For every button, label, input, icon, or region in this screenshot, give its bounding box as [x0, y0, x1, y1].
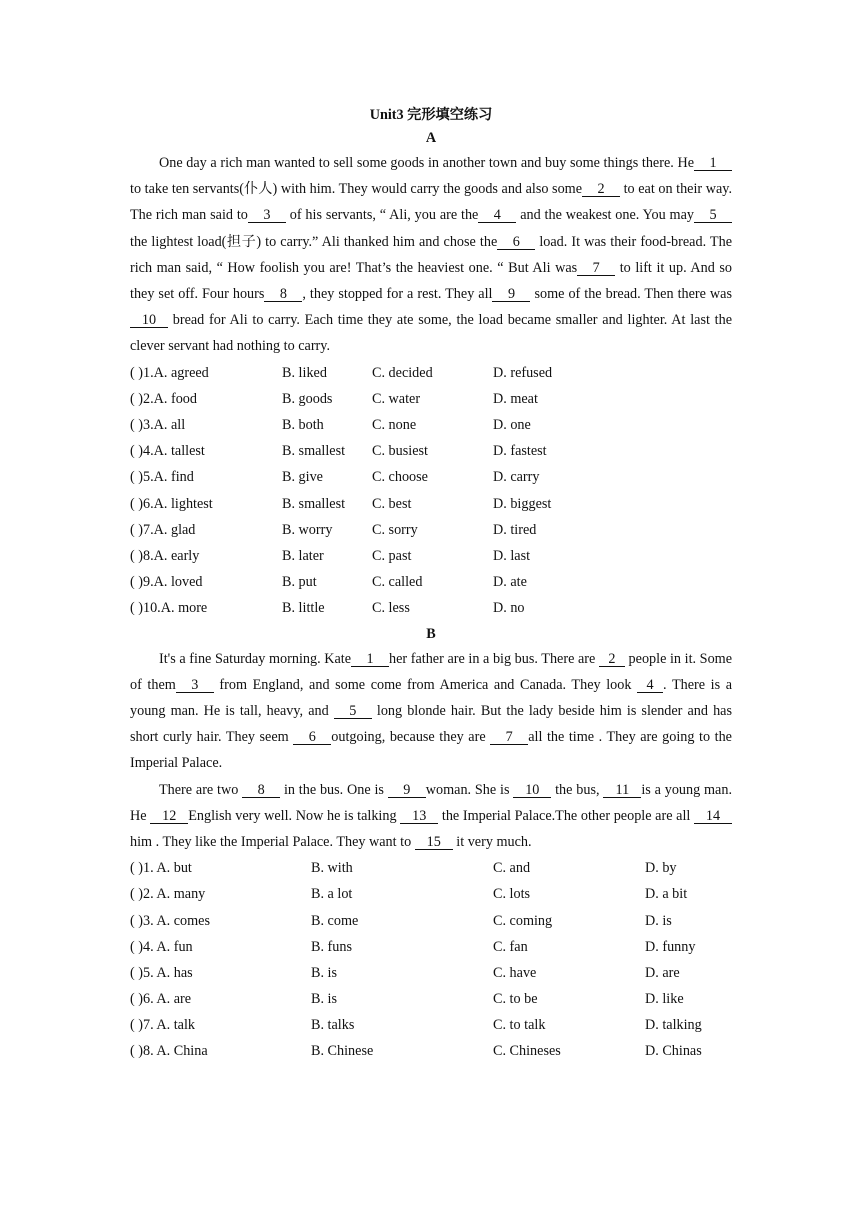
- section-b-options: [130, 855, 732, 1065]
- blank-a3: 3: [248, 208, 286, 223]
- blank-b9: 9: [388, 783, 426, 798]
- blank-b6: 6: [293, 730, 331, 745]
- option-row: ( )7. A. talk B. talks C. to talk D. talking: [130, 1017, 702, 1034]
- option-row: ( )3.A. all B. both C. none D. one: [130, 417, 531, 433]
- blank-b2: 2: [599, 652, 625, 667]
- blank-b5: 5: [334, 704, 372, 719]
- option-row: ( )1. A. but B. with C. and D. by: [130, 860, 677, 877]
- option-row: ( )2.A. food B. goods C. water D. meat: [130, 390, 538, 407]
- blank-a4: 4: [478, 208, 516, 223]
- option-row: ( )5.A. find B. give C. choose D. carry: [130, 469, 540, 486]
- option-row: ( )4.A. tallest B. smallest C. busiest D. fastest: [130, 443, 547, 460]
- blank-b14: 14: [694, 809, 732, 824]
- page-title: Unit3 完形填空练习: [369, 107, 493, 123]
- section-b-heading: B: [426, 625, 436, 642]
- option-row: ( )8. A. China B. Chinese C. Chineses D. Chinas: [130, 1043, 702, 1060]
- option-row: ( )6. A. are B. is C. to be D. like: [130, 991, 684, 1008]
- blank-a10: 10: [130, 313, 168, 328]
- blank-a8: 8: [264, 287, 302, 302]
- blank-b8: 8: [242, 783, 280, 798]
- blank-b4: 4: [637, 678, 663, 693]
- option-row: ( )6.A. lightest B. smallest C. best D. biggest: [130, 495, 552, 512]
- section-a-passage: One day a rich man wanted to sell some goods in another town and buy some things there. He 1 to take ten servants(仆人) with him. They would carry the goods and also some 2 to eat on their way. The rich man said to 3 of his servants, “ Ali, you are the 4 and the weakest one. You may 5 the lightest load(担子) to carry.” Ali thanked him and chose the 6 load. It was their food-bread. The rich man said, “ How foolish you are! That’s the heaviest one. “ But Ali was 7 to lift it up. And so they set off. Four hours 8 , they stopped for a rest. They all 9 some of the bread. Then there was10 bread for Ali to carry. Each time they ate some, the load became smaller and lighter. At last the clever servant had nothing to carry.: [130, 155, 733, 355]
- option-row: ( )3. A. comes B. come C. coming D. is: [130, 912, 672, 929]
- blank-b13: 13: [400, 809, 438, 824]
- option-row: ( )1.A. agreed B. liked C. decided D. refused: [130, 364, 553, 381]
- option-row: ( )10.A. more B. little C. less D. no: [130, 600, 525, 617]
- section-b-passage-1: It's a fine Saturday morning. Kate 1 her father are in a big bus. There are 2 people in it. Some of them 3 from England, and some come from America and Canada. They look 4 . There is a young man. He is tall, heavy, and 5 long blonde hair. But the lady beside him is slender and has short curly hair. They seem 6 outgoing, because they are 7 all the time . They are going to the Imperial Palace.: [130, 650, 733, 772]
- worksheet-page: [130, 104, 732, 1065]
- blank-a1: 1: [694, 156, 732, 171]
- blank-b1: 1: [351, 652, 389, 667]
- option-row: ( )5. A. has B. is C. have D. are: [130, 964, 680, 981]
- blank-b12: 12: [150, 809, 188, 824]
- option-row: ( )7.A. glad B. worry C. sorry D. tired: [130, 521, 537, 538]
- blank-a6: 6: [497, 235, 535, 250]
- blank-b15: 15: [415, 835, 453, 850]
- blank-a2: 2: [582, 182, 620, 197]
- section-a-options: [130, 360, 732, 622]
- option-row: ( )4. A. fun B. funs C. fan D. funny: [130, 938, 696, 955]
- blank-a9: 9: [492, 287, 530, 302]
- blank-b7: 7: [490, 730, 528, 745]
- section-a-heading: A: [425, 130, 437, 146]
- option-row: ( )2. A. many B. a lot C. lots D. a bit: [130, 886, 688, 903]
- blank-b11: 11: [603, 783, 641, 798]
- option-row: ( )9.A. loved B. put C. called D. ate: [130, 574, 527, 591]
- blank-b10: 10: [513, 783, 551, 798]
- blank-a7: 7: [577, 261, 615, 276]
- option-row: ( )8.A. early B. later C. past D. last: [130, 547, 531, 564]
- section-b-passage-2: There are two 8 in the bus. One is 9 woman. She is 10 the bus, 11 is a young man. He 12 English very well. Now he is talking 13 the Imperial Palace.The other people are all 14him . They like the Imperial Palace. They want to 15 it very much.: [130, 781, 732, 850]
- blank-b3: 3: [176, 678, 214, 693]
- blank-a5: 5: [694, 208, 732, 223]
